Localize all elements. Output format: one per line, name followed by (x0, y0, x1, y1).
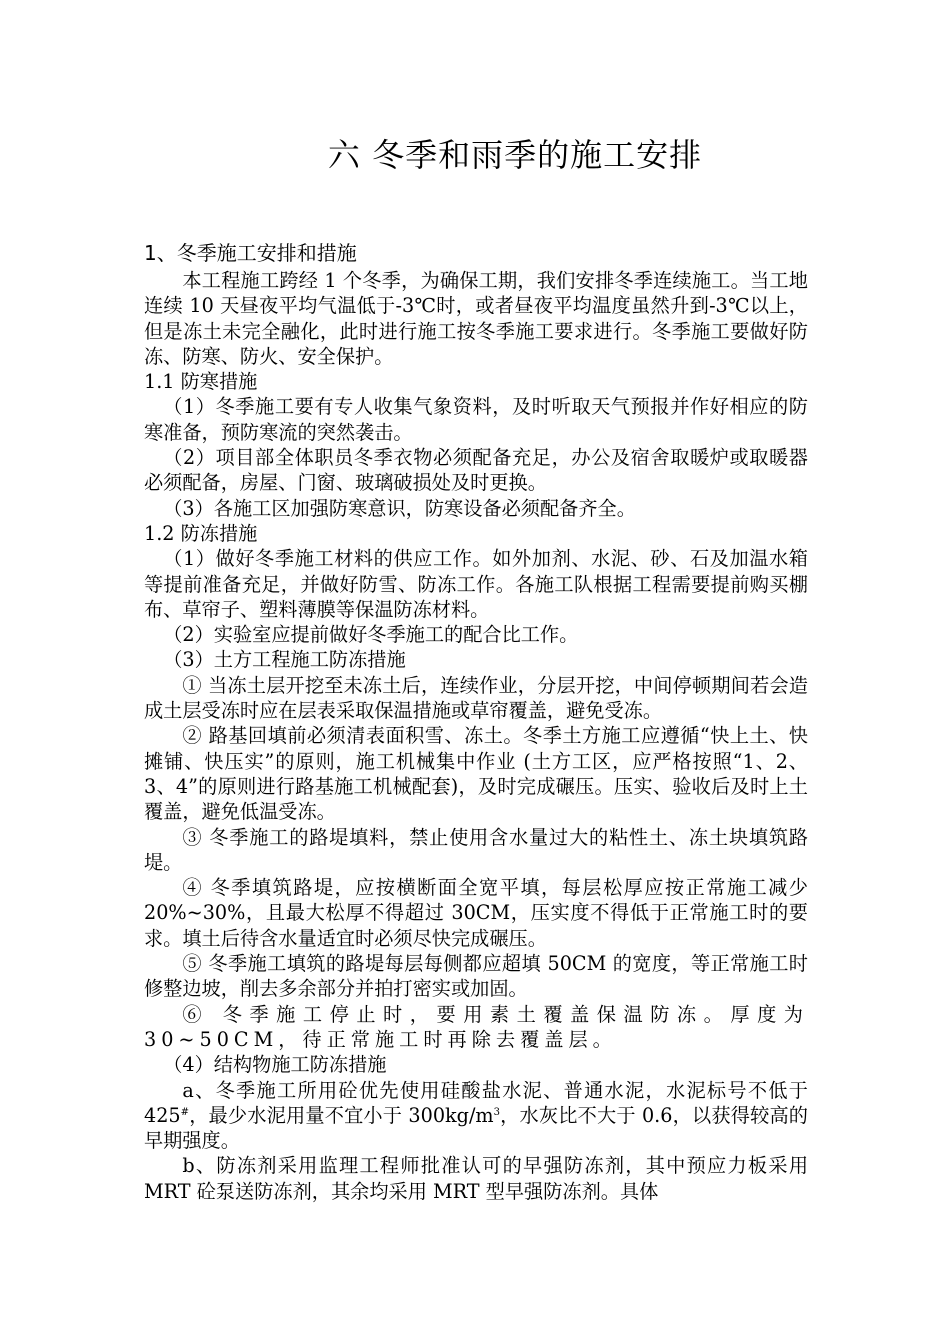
list-item: （2）项目部全体职员冬季衣物必须配备充足，办公及宿舍取暖炉或取暖器必须配备，房屋、门窗、玻璃破损处及时更换。 (144, 446, 808, 495)
list-item: （3）各施工区加强防寒意识，防寒设备必须配备齐全。 (163, 496, 636, 520)
superscript: 3 (493, 1106, 500, 1118)
circled-item: ⑤ 冬季施工填筑的路堤每层每侧都应超填 50CM 的宽度，等正常施工时修整边坡，削去多余部分并拍打密实或加固。 (144, 952, 808, 1001)
list-item: （2）实验室应提前做好冬季施工的配合比工作。 (163, 623, 579, 647)
intro-paragraph: 本工程施工跨经 1 个冬季，为确保工期，我们安排冬季连续施工。当工地连续 10 天昼夜平均气温低于-3℃时，或者昼夜平均温度虽然升到-3℃以上，但是冻土未完全融化，此时进行施工按冬季施工要求进行。冬季施工要做好防冻、防寒、防火、安全保护。 (144, 269, 808, 368)
document-body (144, 268, 808, 1204)
text-run: ，最少水泥用量不宜小于 300kg/m (189, 1103, 494, 1127)
lettered-item-a (144, 1078, 808, 1154)
circled-item: ③ 冬季施工的路堤填料，禁止使用含水量过大的粘性土、冻土块填筑路堤。 (144, 825, 808, 874)
page-title: 六 冬季和雨季的施工安排 (327, 136, 703, 174)
list-item: （4）结构物施工防冻措施 (163, 1053, 387, 1077)
subsection-heading-1-2: 1.2 防冻措施 (144, 521, 258, 545)
circled-item: ⑥ 冬季施工停止时，要用素土覆盖保温防冻。厚度为 30~50CM，待正常施工时再除去覆盖层。 (144, 1002, 808, 1051)
text-run: ，水灰比不大于 0.6，以获得较高的早期强度。 (144, 1103, 808, 1153)
section-heading: 1、冬季施工安排和措施 (144, 241, 357, 265)
list-item: （1）冬季施工要有专人收集气象资料，及时听取天气预报并作好相应的防寒准备，预防寒流的突然袭击。 (144, 395, 808, 444)
lettered-item-b: b、防冻剂采用监理工程师批准认可的早强防冻剂，其中预应力板采用 MRT 砼泵送防冻剂，其余均采用 MRT 型早强防冻剂。具体 (144, 1154, 808, 1203)
superscript: # (180, 1106, 190, 1118)
subsection-heading-1-1: 1.1 防寒措施 (144, 370, 258, 394)
circled-item: ④ 冬季填筑路堤，应按横断面全宽平填，每层松厚应按正常施工减少 20%~30%，且最大松厚不得超过 30CM，压实度不得低于正常施工时的要求。填土后待含水量适宜时必须尽快完成碾压。 (144, 876, 808, 950)
list-item: （1）做好冬季施工材料的供应工作。如外加剂、水泥、砂、石及加温水箱等提前准备充足，并做好防雪、防冻工作。各施工队根据工程需要提前购买棚布、草帘子、塑料薄膜等保温防冻材料。 (144, 547, 808, 621)
circled-item: ② 路基回填前必须清表面积雪、冻土。冬季土方施工应遵循“快上土、快摊铺、快压实”的原则，施工机械集中作业 (土方工区，应严格按照“1、2、3、4”的原则进行路基施工机械配套)，及时完成碾压。压实、验收后及时上土覆盖，避免低温受冻。 (144, 724, 808, 824)
text-run: a、冬季施工所用砼优先使用硅酸盐水泥、普通水泥，水泥标号不低于 425 (144, 1078, 808, 1127)
circled-item: ① 当冻土层开挖至未冻土后，连续作业，分层开挖，中间停顿期间若会造成土层受冻时应在层表采取保温措施或草帘覆盖，避免受冻。 (144, 673, 808, 723)
list-item: （3）土方工程施工防冻措施 (163, 648, 406, 672)
